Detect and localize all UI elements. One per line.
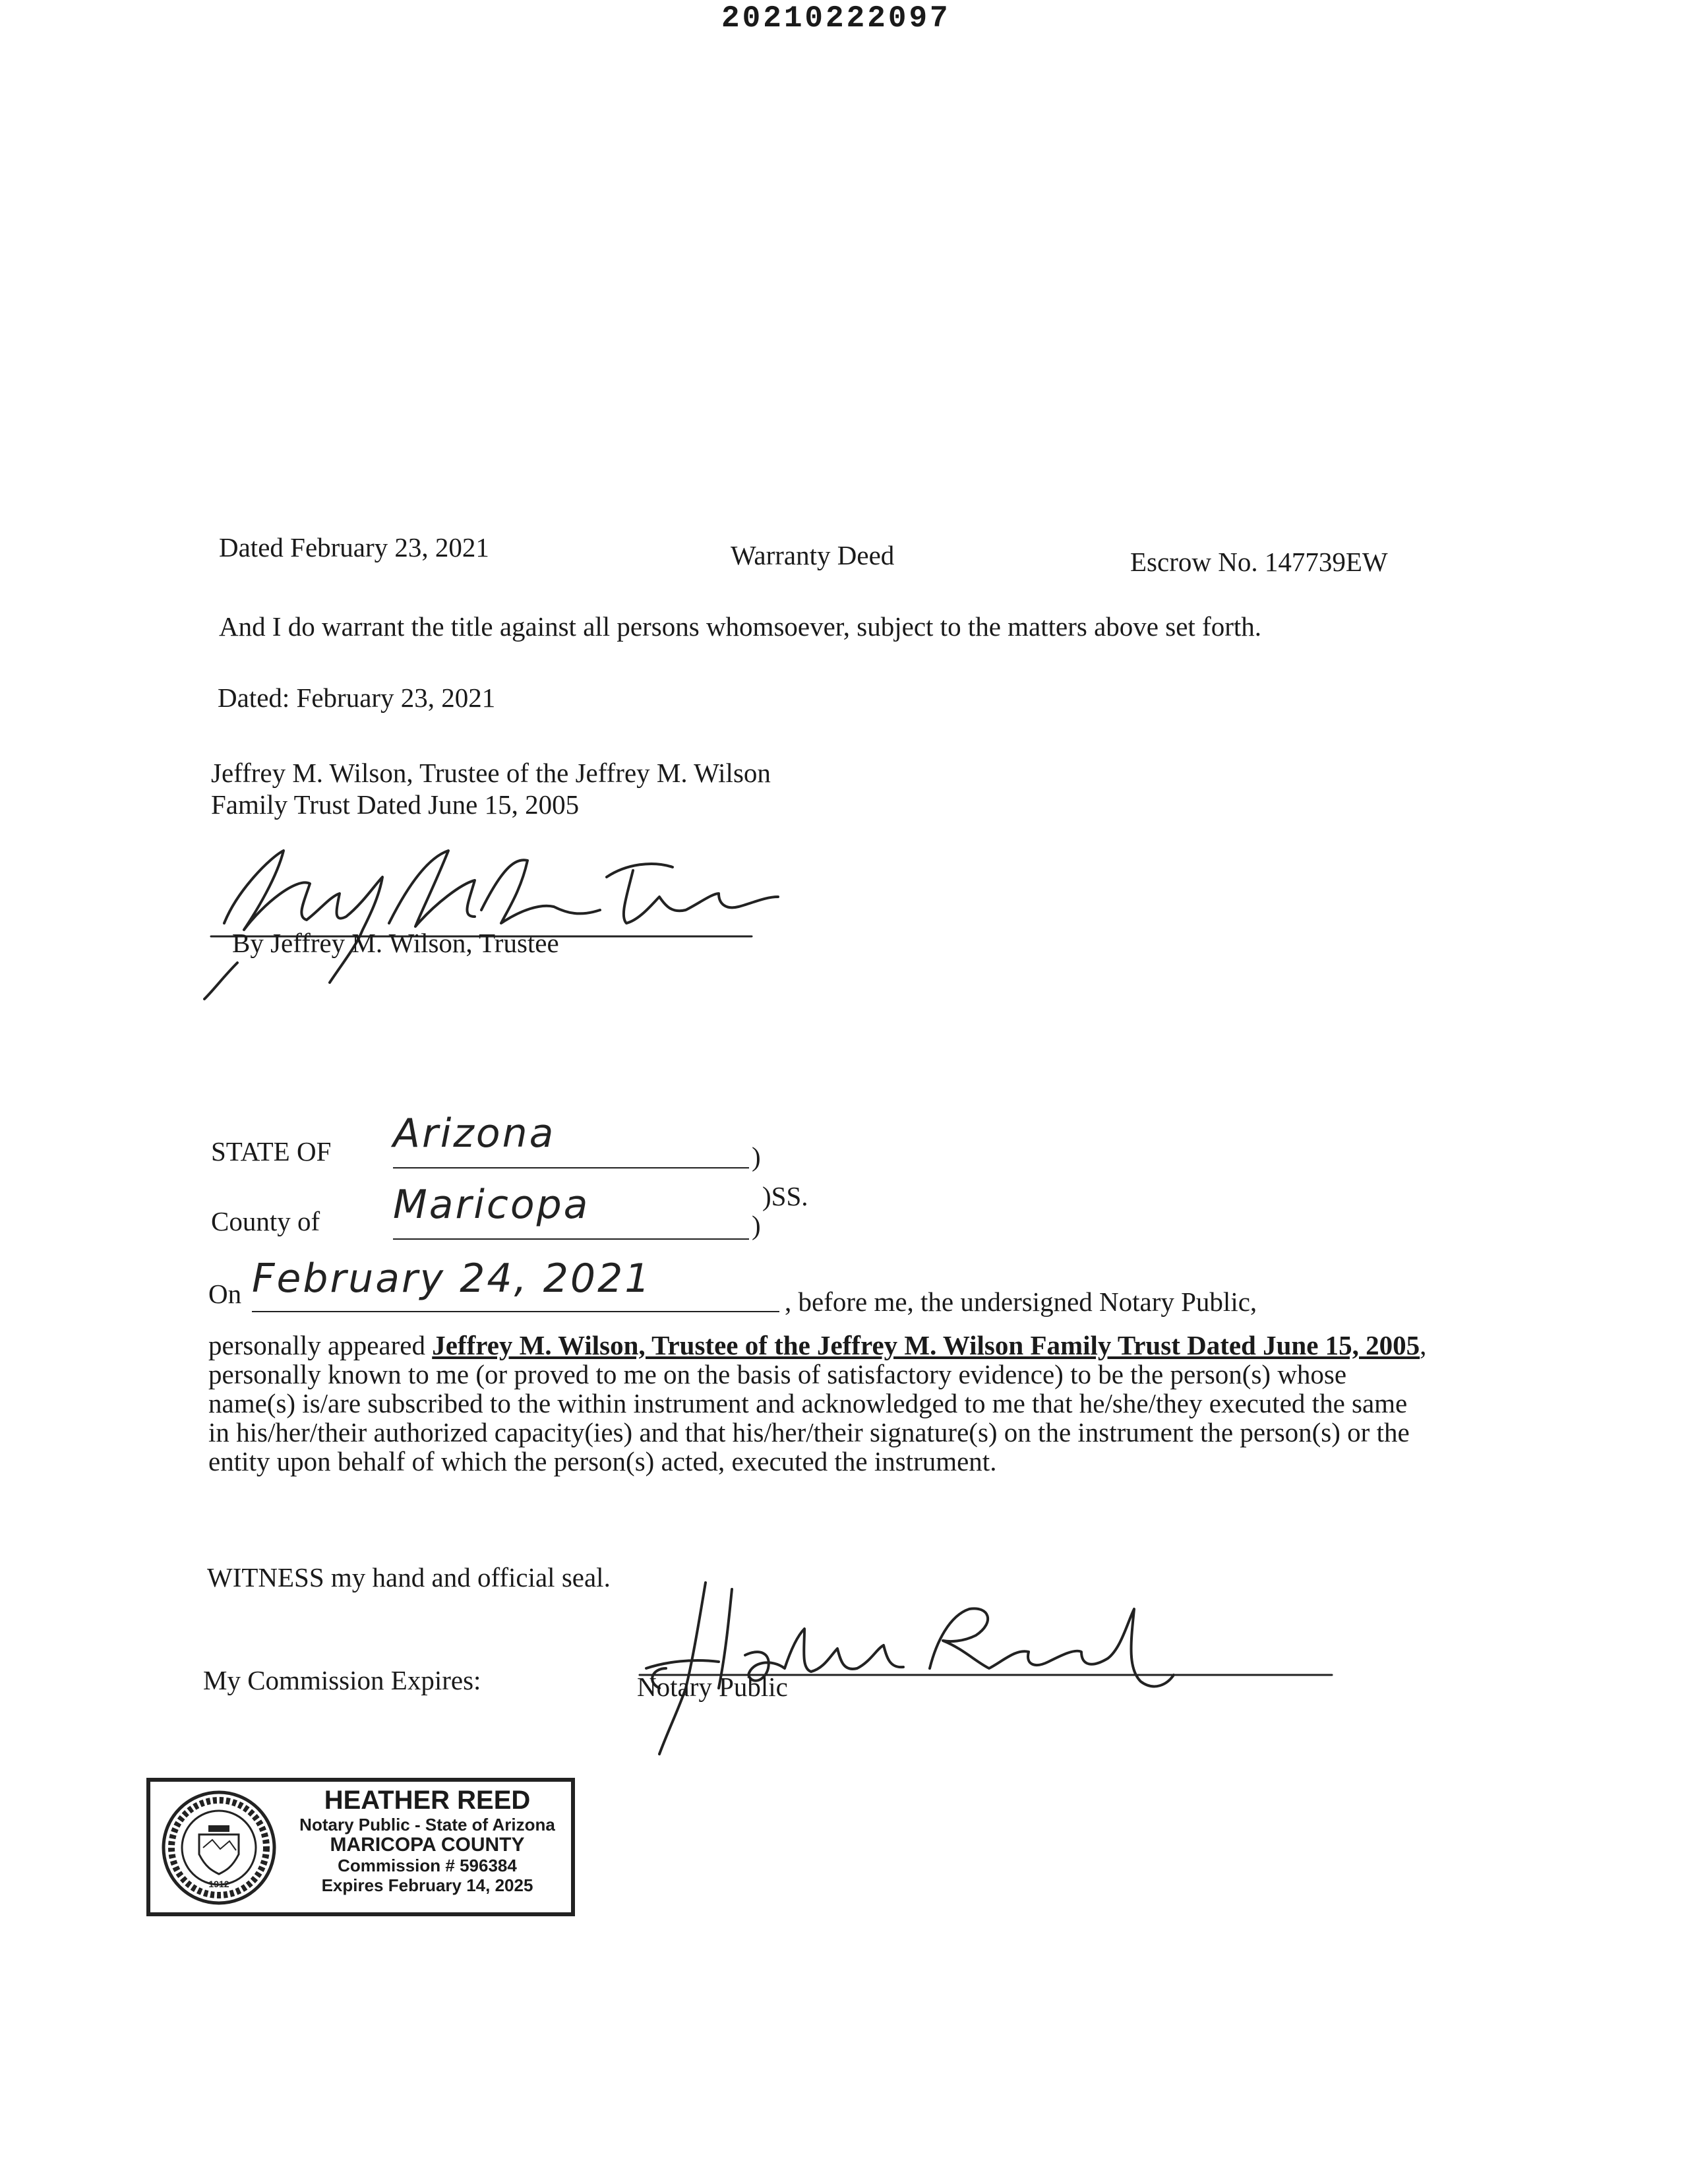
county-label: County of <box>211 1206 320 1236</box>
header-doc-type: Warranty Deed <box>731 540 895 570</box>
ss-label: )SS. <box>762 1181 808 1211</box>
county-value: Maricopa <box>393 1182 749 1240</box>
grantor-signature-caption: By Jeffrey M. Wilson, Trustee <box>232 928 559 958</box>
notary-seal-stamp <box>146 1778 575 1916</box>
appeared-name: Jeffrey M. Wilson, Trustee of the Jeffrey M. Wilson Family Trust Dated June 15, 2005 <box>432 1330 1420 1360</box>
state-value: Arizona <box>393 1110 749 1168</box>
warrant-statement: And I do warrant the title against all persons whomsoever, subject to the matters above set forth. <box>219 611 1261 642</box>
seal-text-block <box>289 1786 566 1895</box>
commission-label: My Commission Expires: <box>203 1665 481 1695</box>
seal-notary-name: HEATHER REED <box>324 1786 531 1815</box>
seal-line-3: Commission # 596384 <box>338 1856 517 1875</box>
appeared-rest: , personally known to me (or proved to me on the basis of satisfactory evidence) to be the person(s) whose name(s) is/are subscribed to the within instrument and acknowledged to me that he/she/they executed the same in his/her/their authorized capacity(ies) and that his/her/their signature(s) on the instrument the person(s) or the entity upon behalf of which the person(s) acted, executed the instrument. <box>208 1330 1427 1476</box>
recording-number: 20210222097 <box>721 1 951 36</box>
state-seal-emblem <box>160 1788 278 1907</box>
appeared-prefix: personally appeared <box>208 1330 433 1360</box>
seal-line-2: MARICOPA COUNTY <box>330 1834 525 1856</box>
svg-text:1912: 1912 <box>208 1879 229 1889</box>
notary-signature <box>620 1569 1345 1767</box>
before-me: , before me, the undersigned Notary Public, <box>785 1287 1257 1317</box>
paren-top: ) <box>752 1141 761 1172</box>
grantor-line-2: Family Trust Dated June 15, 2005 <box>211 789 580 820</box>
paren-bottom: ) <box>752 1210 761 1240</box>
grantor-line-1: Jeffrey M. Wilson, Trustee of the Jeffrey M. Wilson <box>211 758 771 788</box>
state-label: STATE OF <box>211 1136 332 1167</box>
on-label: On <box>208 1279 242 1309</box>
seal-line-4: Expires February 14, 2025 <box>321 1875 533 1895</box>
witness-line: WITNESS my hand and official seal. <box>207 1562 611 1592</box>
header-dated: Dated February 23, 2021 <box>219 532 489 562</box>
seal-line-1: Notary Public - State of Arizona <box>299 1815 555 1835</box>
header-escrow: Escrow No. 147739EW <box>1130 547 1388 577</box>
grantor-signature <box>198 831 791 1002</box>
on-date: February 24, 2021 <box>252 1256 779 1312</box>
notary-caption: Notary Public <box>637 1672 788 1702</box>
dated-line: Dated: February 23, 2021 <box>218 682 496 713</box>
acknowledgment-paragraph <box>208 1331 1428 1476</box>
